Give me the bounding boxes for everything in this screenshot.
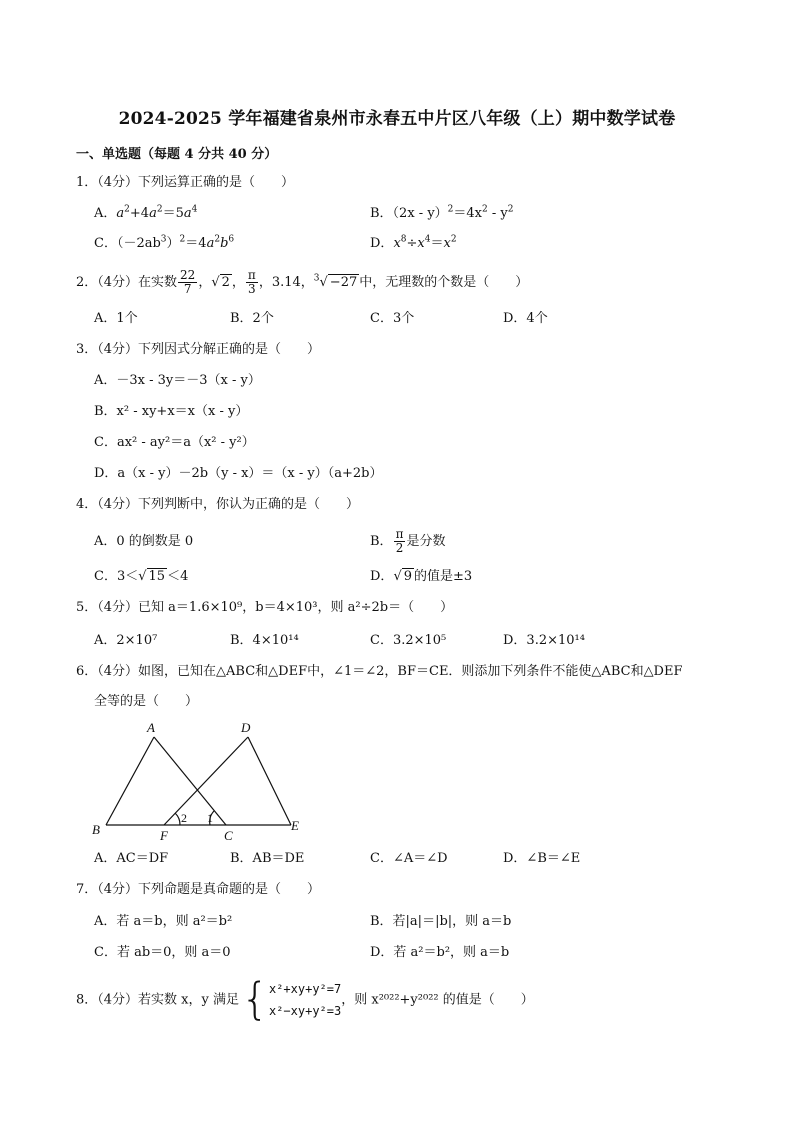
- segment-b-a: [106, 737, 154, 825]
- fraction-22-7: $\frac{22}{7}$: [180, 268, 196, 296]
- q7-option-a: A．若 a＝b，则 a²＝b²: [94, 914, 233, 929]
- q3-option-a: A．－3x - 3y＝－3（x - y）: [94, 373, 261, 388]
- label-e: E: [291, 818, 299, 833]
- q1-option-c: C．$(-2ab^3)^2=4a^2b^6$: [94, 234, 235, 251]
- q4-option-c: C．3＜√ 15 ＜4: [94, 569, 189, 584]
- q2-option-a: A．1个: [94, 311, 138, 326]
- question-7-stem: 7．（4分）下列命题是真命题的是（ ）: [76, 882, 321, 897]
- q3-option-d: D．a（x - y）－2b（y - x）＝（x - y）（a+2b）: [94, 466, 383, 481]
- label-f: F: [160, 828, 168, 840]
- q1-option-a: A．$a^2+4a^2=5a^4$: [94, 204, 198, 221]
- angle-arc-2: [175, 813, 180, 825]
- q3-option-c: C．ax² - ay²＝a（x² - y²）: [94, 435, 255, 450]
- exam-title: 2024-2025 学年福建省泉州市永春五中片区八年级（上）期中数学试卷: [118, 109, 676, 129]
- label-b: B: [92, 822, 100, 837]
- q7-option-b: B．若|a|＝|b|，则 a＝b: [370, 914, 512, 929]
- q1-option-b: B．$(2x - y)^2=4x^2 - y^2$: [370, 204, 514, 221]
- label-angle-1: 1: [207, 811, 213, 825]
- q2-option-d: D．4个: [503, 311, 548, 326]
- triangle-figure: [88, 716, 318, 840]
- equation-2: x²−xy+y²=3: [268, 1003, 342, 1018]
- label-angle-2: 2: [181, 811, 187, 825]
- question-2-stem: 2．（4分）在实数 $\frac{22}{7}$ ，√ 2 ， $\frac{\pi}{3}$ ，3.14，$^3$√ −27 中，无理数的个数是（ ）: [76, 268, 529, 296]
- question-3-stem: 3．（4分）下列因式分解正确的是（ ）: [76, 342, 321, 357]
- q4-option-a: A．0 的倒数是 0: [94, 534, 194, 549]
- question-5-stem: 5．（4分）已知 a＝1.6×10⁹，b＝4×10³，则 a²÷2b＝（ ）: [76, 600, 454, 615]
- section-heading: 一、单选题（每题 4 分共 40 分）: [76, 147, 278, 162]
- q5-option-c: C．3.2×10⁵: [370, 633, 447, 648]
- q7-option-c: C．若 ab＝0，则 a＝0: [94, 945, 231, 960]
- q6-option-d: D．∠B＝∠E: [503, 851, 581, 866]
- q2-option-b: B．2个: [230, 311, 274, 326]
- q6-option-c: C．∠A＝∠D: [370, 851, 448, 866]
- q5-option-d: D．3.2×10¹⁴: [503, 633, 585, 648]
- label-c: C: [224, 828, 233, 840]
- q3-option-b: B．x² - xy+x＝x（x - y）: [94, 404, 249, 419]
- q4-option-b: B． $\frac{\pi}{2}$ 是分数: [370, 527, 446, 555]
- fraction-pi-3: $\frac{\pi}{3}$: [247, 268, 256, 296]
- q2-option-c: C．3个: [370, 311, 415, 326]
- equation-1: x²+xy+y²=7: [268, 981, 342, 996]
- q5-option-b: B．4×10¹⁴: [230, 633, 299, 648]
- label-d: D: [241, 720, 251, 735]
- question-8-stem: 8．（4分）若实数 x，y 满足{ x²+xy+y²=7 x²−xy+y²=3 ，则 x²⁰²²+y²⁰²² 的值是（ ）: [76, 973, 534, 1025]
- question-1-stem: 1．（4分）下列运算正确的是（ ）: [76, 175, 295, 190]
- q7-option-d: D．若 a²＝b²，则 a＝b: [370, 945, 510, 960]
- q6-option-b: B．AB＝DE: [230, 851, 305, 866]
- question-6-stem-line1: 6．（4分）如图，已知在△ABC和△DEF中，∠1＝∠2，BF＝CE．则添加下列条件不能使△ABC和△DEF: [76, 664, 683, 679]
- q1-option-d: D．$x^8\div x^4=x^2$: [370, 234, 457, 251]
- label-a: A: [147, 720, 155, 735]
- equation-system: { x²+xy+y²=7 x²−xy+y²=3: [240, 973, 342, 1025]
- q6-option-a: A．AC＝DF: [94, 851, 169, 866]
- question-6-stem-line2: 全等的是（ ）: [94, 694, 199, 709]
- q5-option-a: A．2×10⁷: [94, 633, 158, 648]
- segment-d-e: [248, 737, 291, 825]
- segment-a-c: [154, 737, 226, 825]
- q4-option-d: D．√ 9 的值是±3: [370, 569, 473, 584]
- segment-f-d: [164, 737, 248, 825]
- question-4-stem: 4．（4分）下列判断中，你认为正确的是（ ）: [76, 497, 360, 512]
